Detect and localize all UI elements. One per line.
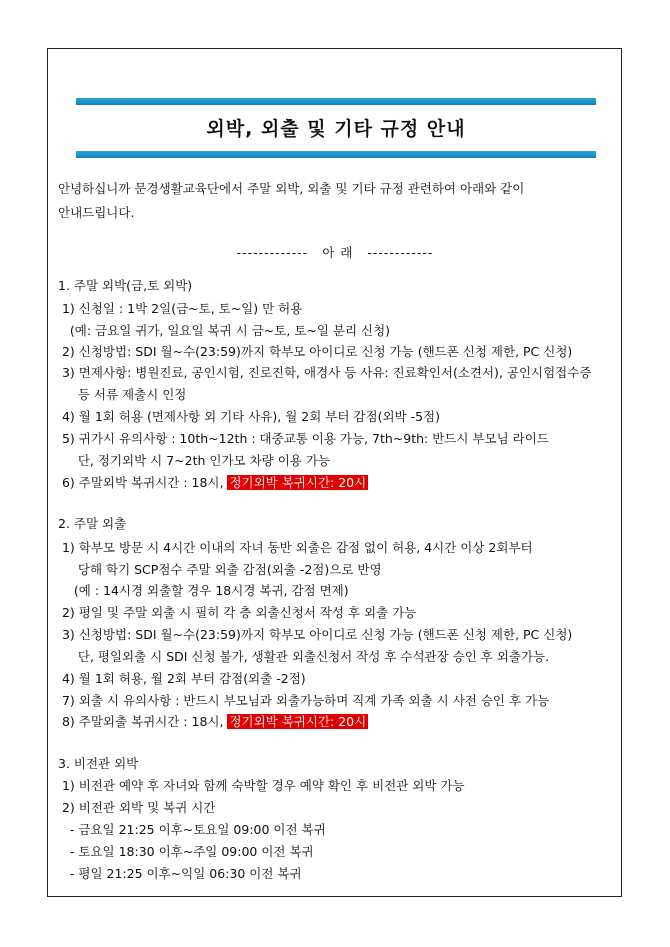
divider-center: 아 래 xyxy=(322,245,354,260)
title-bar-bottom xyxy=(76,151,596,158)
return-time-line xyxy=(58,474,368,492)
section-line: 5) 귀가시 유의사항 : 10th~12th : 대중교통 이용 가능, 7th~9th: 반드시 부모님 라이드 xyxy=(58,431,549,446)
section-heading: 3. 비전관 외박 xyxy=(58,756,139,771)
section-line: 4) 월 1회 허용, 월 2회 부터 감점(외출 -2점) xyxy=(58,671,306,686)
section-line: - 평일 21:25 이후~익일 06:30 이전 복귀 xyxy=(58,866,302,881)
section-line: 등 서류 제출시 인정 xyxy=(58,387,187,402)
section-heading: 2. 주말 외출 xyxy=(58,516,127,531)
section-line: 7) 외출 시 유의사항 : 반드시 부모님과 외출가능하며 직계 가족 외출 시 사전 승인 후 가능 xyxy=(58,693,550,708)
section-line: 4) 월 1회 허용 (면제사항 외 기타 사유), 월 2회 부터 감점(외박 -5점) xyxy=(58,409,440,424)
return-time-highlight: 정기외박 복귀시간: 20시 xyxy=(229,714,367,729)
section-line: 2) 신청방법: SDI 월~수(23:59)까지 학부모 아이디로 신청 가능 (핸드폰 신청 제한, PC 신청) xyxy=(58,344,573,359)
section-line: 2) 비전관 외박 및 복귀 시간 xyxy=(58,800,216,815)
return-time-line xyxy=(58,713,368,731)
section-line: 1) 신청일 : 1박 2일(금~토, 토~일) 만 허용 xyxy=(58,301,303,316)
section-line: 당해 학기 SCP점수 주말 외출 감점(외출 -2점)으로 반영 xyxy=(58,562,382,577)
title-bar-top xyxy=(76,98,596,105)
section-line: - 금요일 21:25 이후~토요일 09:00 이전 복귀 xyxy=(58,822,326,837)
return-time-highlight: 정기외박 복귀시간: 20시 xyxy=(229,475,367,490)
intro-line: 안녕하십니까 문경생활교육단에서 주말 외박, 외출 및 기타 규정 관련하여 아래와 같이 xyxy=(58,181,525,196)
section-line: 3) 면제사항: 병원진료, 공인시험, 진로진학, 애경사 등 사유: 진료확인서(소견서), 공인시험접수증 xyxy=(58,365,592,380)
section-line: 3) 신청방법: SDI 월~수(23:59)까지 학부모 아이디로 신청 가능 (핸드폰 신청 제한, PC 신청) xyxy=(58,627,573,642)
section-line: - 토요일 18:30 이후~주일 09:00 이전 복귀 xyxy=(58,844,314,859)
section-line: 1) 학부모 방문 시 4시간 이내의 자녀 동반 외출은 감점 없이 허용, 4시간 이상 2회부터 xyxy=(58,540,533,555)
section-line: 1) 비전관 예약 후 자녀와 함께 숙박할 경우 예약 확인 후 비전관 외박 가능 xyxy=(58,778,465,793)
section-heading: 1. 주말 외박(금,토 외박) xyxy=(58,278,193,293)
intro-line: 안내드립니다. xyxy=(58,205,135,220)
divider-left: ------------- xyxy=(236,245,309,260)
section-line: (예 : 14시경 외출할 경우 18시경 복귀, 감점 면제) xyxy=(58,583,349,598)
section-line: 2) 평일 및 주말 외출 시 필히 각 층 외출신청서 작성 후 외출 가능 xyxy=(58,605,417,620)
divider-right: ------------ xyxy=(367,245,434,260)
section-line: 단, 정기외박 시 7~2th 인가모 차량 이용 가능 xyxy=(58,453,330,468)
return-time-text: 6) 주말외박 복귀시간 : 18시, xyxy=(58,475,224,490)
section-line: (예: 금요일 귀가, 일요일 복귀 시 금~토, 토~일 분리 신청) xyxy=(58,323,391,338)
return-time-text: 8) 주말외출 복귀시간 : 18시, xyxy=(58,714,224,729)
page-title: 외박, 외출 및 기타 규정 안내 xyxy=(206,118,466,140)
section-line: 단, 평일외출 시 SDI 신청 불가, 생활관 외출신청서 작성 후 수석관장 승인 후 외출가능. xyxy=(58,649,550,664)
divider xyxy=(0,243,670,261)
